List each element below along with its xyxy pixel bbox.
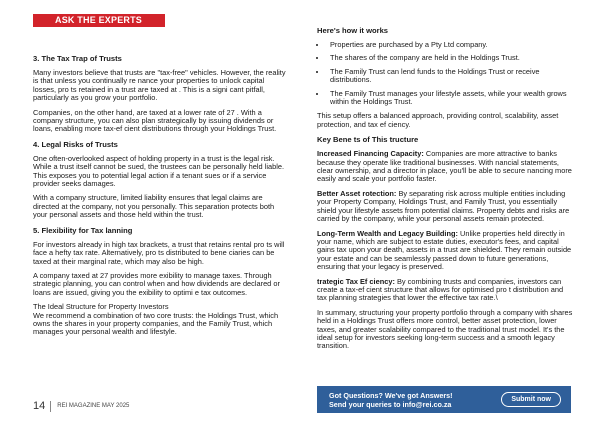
heading-key-benefits: Key Bene ts of This tructure [317, 135, 419, 145]
cta-text [329, 391, 453, 409]
paragraph: In summary, structuring your property portfolio through a company with shares held in a Holdings Trust offers more control, better asset protection, lower taxes, and greater scalability compared to the traditional trust model. It's the ideal setup for investors seeking long-term success and a smooth legacy transition. [317, 307, 573, 351]
footer-divider [50, 401, 51, 412]
paragraph: A company taxed at 27 provides more exibility to manage taxes. Through strategic planning, you can control when and how dividends are declared or loans are issued, giving you the exibility to optimi e tax outcomes. [33, 270, 280, 297]
benefit-lead: Increased Financing Capacity: [317, 149, 424, 159]
list-item: • The Family Trust can lend funds to the Holdings Trust or receive distributions. [327, 68, 573, 85]
benefit-text: By combining trusts and companies, investors can create a tax-ef cient structure that allows for optimised pro t distribution and tax planning strategies that lower the effective tax rate.\ [317, 276, 564, 303]
list-item: • The shares of the company are held in the Holdings Trust. [327, 54, 573, 62]
benefit-tax-efficiency [317, 278, 573, 303]
page-footer [33, 400, 129, 412]
section-banner: ASK THE EXPERTS [33, 14, 165, 27]
benefit-text: Unlike properties held directly in your name, which are subject to estate duties, executor's fees, and capital gains tax upon your death, assets in a trust are shielded. They remain outside your estate and can be seamlessly passed down to future generations, ensuring that your legacy is preserved. [317, 228, 572, 272]
submit-now-button[interactable]: Submit now [501, 392, 561, 407]
paragraph: One often-overlooked aspect of holding property in a trust is the legal risk. While a trust itself cannot be sued, the trustees can be personally held liable. This exposes you to potential legal action if a tenant sues or if a service provider seeks damages. [33, 153, 285, 189]
benefit-legacy [317, 230, 573, 272]
right-column [317, 26, 573, 357]
benefit-lead: Long-Term Wealth and Legacy Building: [317, 228, 458, 238]
page-number: 14 [33, 400, 46, 412]
ideal-structure-title: The Ideal Structure for Property Investors [33, 302, 169, 312]
paragraph: We recommend a combination of two core trusts: the Holdings Trust, which owns the shares in your property companies, and the Family Trust, which manages your personal wealth and lifestyle. [33, 310, 279, 337]
paragraph: With a company structure, limited liability ensures that legal claims are directed at the company, not you personally. This separation protects both your personal assets and those held within the trust. [33, 193, 275, 220]
magazine-name: REI MAGAZINE MAY 2025 [57, 403, 130, 409]
list-item: • The Family Trust manages your lifestyle assets, while your wealth grows within the Holdings Trust. [327, 90, 573, 107]
heading-tax-trap: 3. The Tax Trap of Trusts [33, 54, 122, 63]
paragraph: Many investors believe that trusts are "tax-free" vehicles. However, the reality is that unless you continually re nance your properties to unlock capital losses, pro ts retained in a trust are taxed at . This is a signi cant pitfall, particularly as you grow your portfolio. [33, 68, 286, 103]
list-item: • Properties are purchased by a Pty Ltd company. [327, 41, 573, 49]
benefit-financing [317, 150, 573, 184]
questions-cta-box [317, 386, 571, 413]
heading-how-it-works: Here's how it works [317, 26, 389, 35]
paragraph: Companies, on the other hand, are taxed at a lower rate of 27 . With a company structure, you can also plan strategically by issuing dividends or loans, enabling more tax-ef cient distributions through your Holdings Trust. [33, 107, 277, 134]
paragraph: This setup offers a balanced approach, providing control, scalability, asset protection, and tax ef ciency. [317, 111, 559, 129]
cta-line: Send your queries to info@rei.co.za [329, 399, 452, 409]
how-it-works-list [317, 41, 573, 106]
heading-flexibility: 5. Flexibility for Tax lanning [33, 225, 133, 235]
paragraph: For investors already in high tax brackets, a trust that retains rental pro ts will face a hefty tax rate. Alternatively, pro ts distributed to bene ciaries can be taxed at their marginal rate, which may also be high. [33, 239, 285, 266]
left-column [33, 54, 286, 343]
benefit-text: By separating risk across multiple entities including your Property Company, Holdings Trust, and Family Trust, you essentially shield your lifestyle assets from potential claims. Property debts and risks are carried by the company, while your personal assets remain protected. [317, 188, 570, 224]
benefit-lead: Better Asset rotection: [317, 188, 397, 198]
heading-legal-risks: 4. Legal Risks of Trusts [33, 139, 118, 149]
benefit-lead: trategic Tax Ef ciency: [317, 276, 395, 286]
benefit-asset-protection [317, 190, 573, 224]
cta-line: Got Questions? We've got Answers! [329, 390, 453, 400]
benefit-text: Companies are more attractive to banks because they operate like traditional businesses. With nancial statements, clear ownership, and a director in place, you'll be able to secure nancing more easily and scale your portfolio faster. [317, 149, 572, 184]
